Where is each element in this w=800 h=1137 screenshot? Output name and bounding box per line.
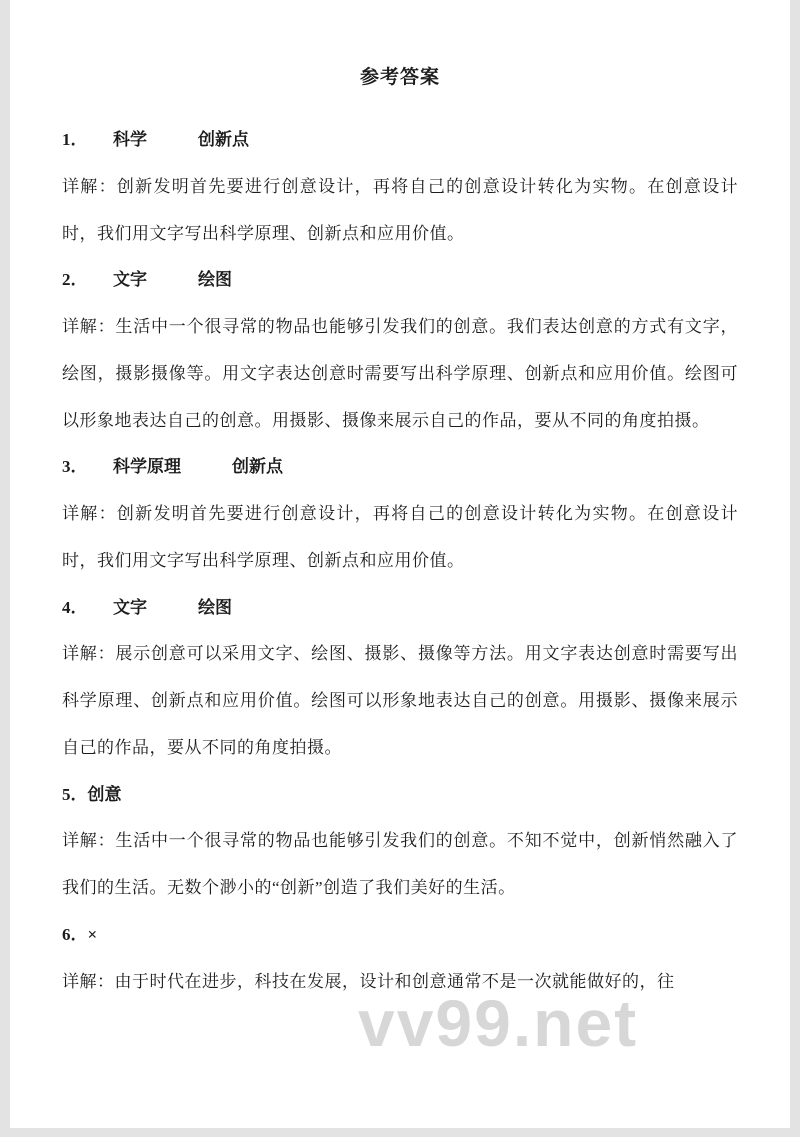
answer-explanation: 详解：展示创意可以采用文字、绘图、摄影、摄像等方法。用文字表达创意时需要写出科学原理、创新点和应用价值。绘图可以形象地表达自己的创意。用摄影、摄像来展示自己的作品，要从不同的角度拍摄。 [62, 644, 738, 757]
answer-line: 1． 科学 创新点 [62, 130, 249, 149]
answer-item-1 [62, 117, 738, 257]
answer-line: 4． 文字 绘图 [62, 597, 232, 617]
answer-line: 5．创意 [62, 784, 122, 804]
answer-explanation: 详解：由于时代在进步，科技在发展，设计和创意通常不是一次就能做好的，往 [62, 971, 675, 991]
answer-explanation: 详解：生活中一个很寻常的物品也能够引发我们的创意。我们表达创意的方式有文字，绘图，摄影摄像等。用文字表达创意时需要写出科学原理、创新点和应用价值。绘图可以形象地表达自己的创意。用摄影、摄像来展示自己的作品，要从不同的角度拍摄。 [62, 317, 738, 430]
answer-item-2 [62, 257, 738, 444]
document-page [10, 0, 790, 1128]
page-title: 参考答案 [359, 67, 440, 88]
answer-explanation: 详解：创新发明首先要进行创意设计，再将自己的创意设计转化为实物。在创意设计时，我们用文字写出科学原理、创新点和应用价值。 [62, 504, 738, 570]
answer-explanation: 详解：生活中一个很寻常的物品也能够引发我们的创意。不知不觉中，创新悄然融入了我们的生活。无数个渺小的“创新”创造了我们美好的生活。 [62, 831, 738, 897]
answer-line: 6．× [62, 924, 98, 944]
answer-line: 2． 文字 绘图 [62, 270, 232, 290]
answer-item-6 [62, 912, 738, 1006]
answer-explanation: 详解：创新发明首先要进行创意设计，再将自己的创意设计转化为实物。在创意设计时，我们用文字写出科学原理、创新点和应用价值。 [62, 176, 738, 243]
answer-item-3 [62, 444, 738, 584]
answer-item-4 [62, 585, 738, 772]
watermark: vv99.net [358, 986, 639, 1060]
answer-line: 3． 科学原理 创新点 [62, 457, 283, 477]
answer-item-5 [62, 772, 738, 912]
